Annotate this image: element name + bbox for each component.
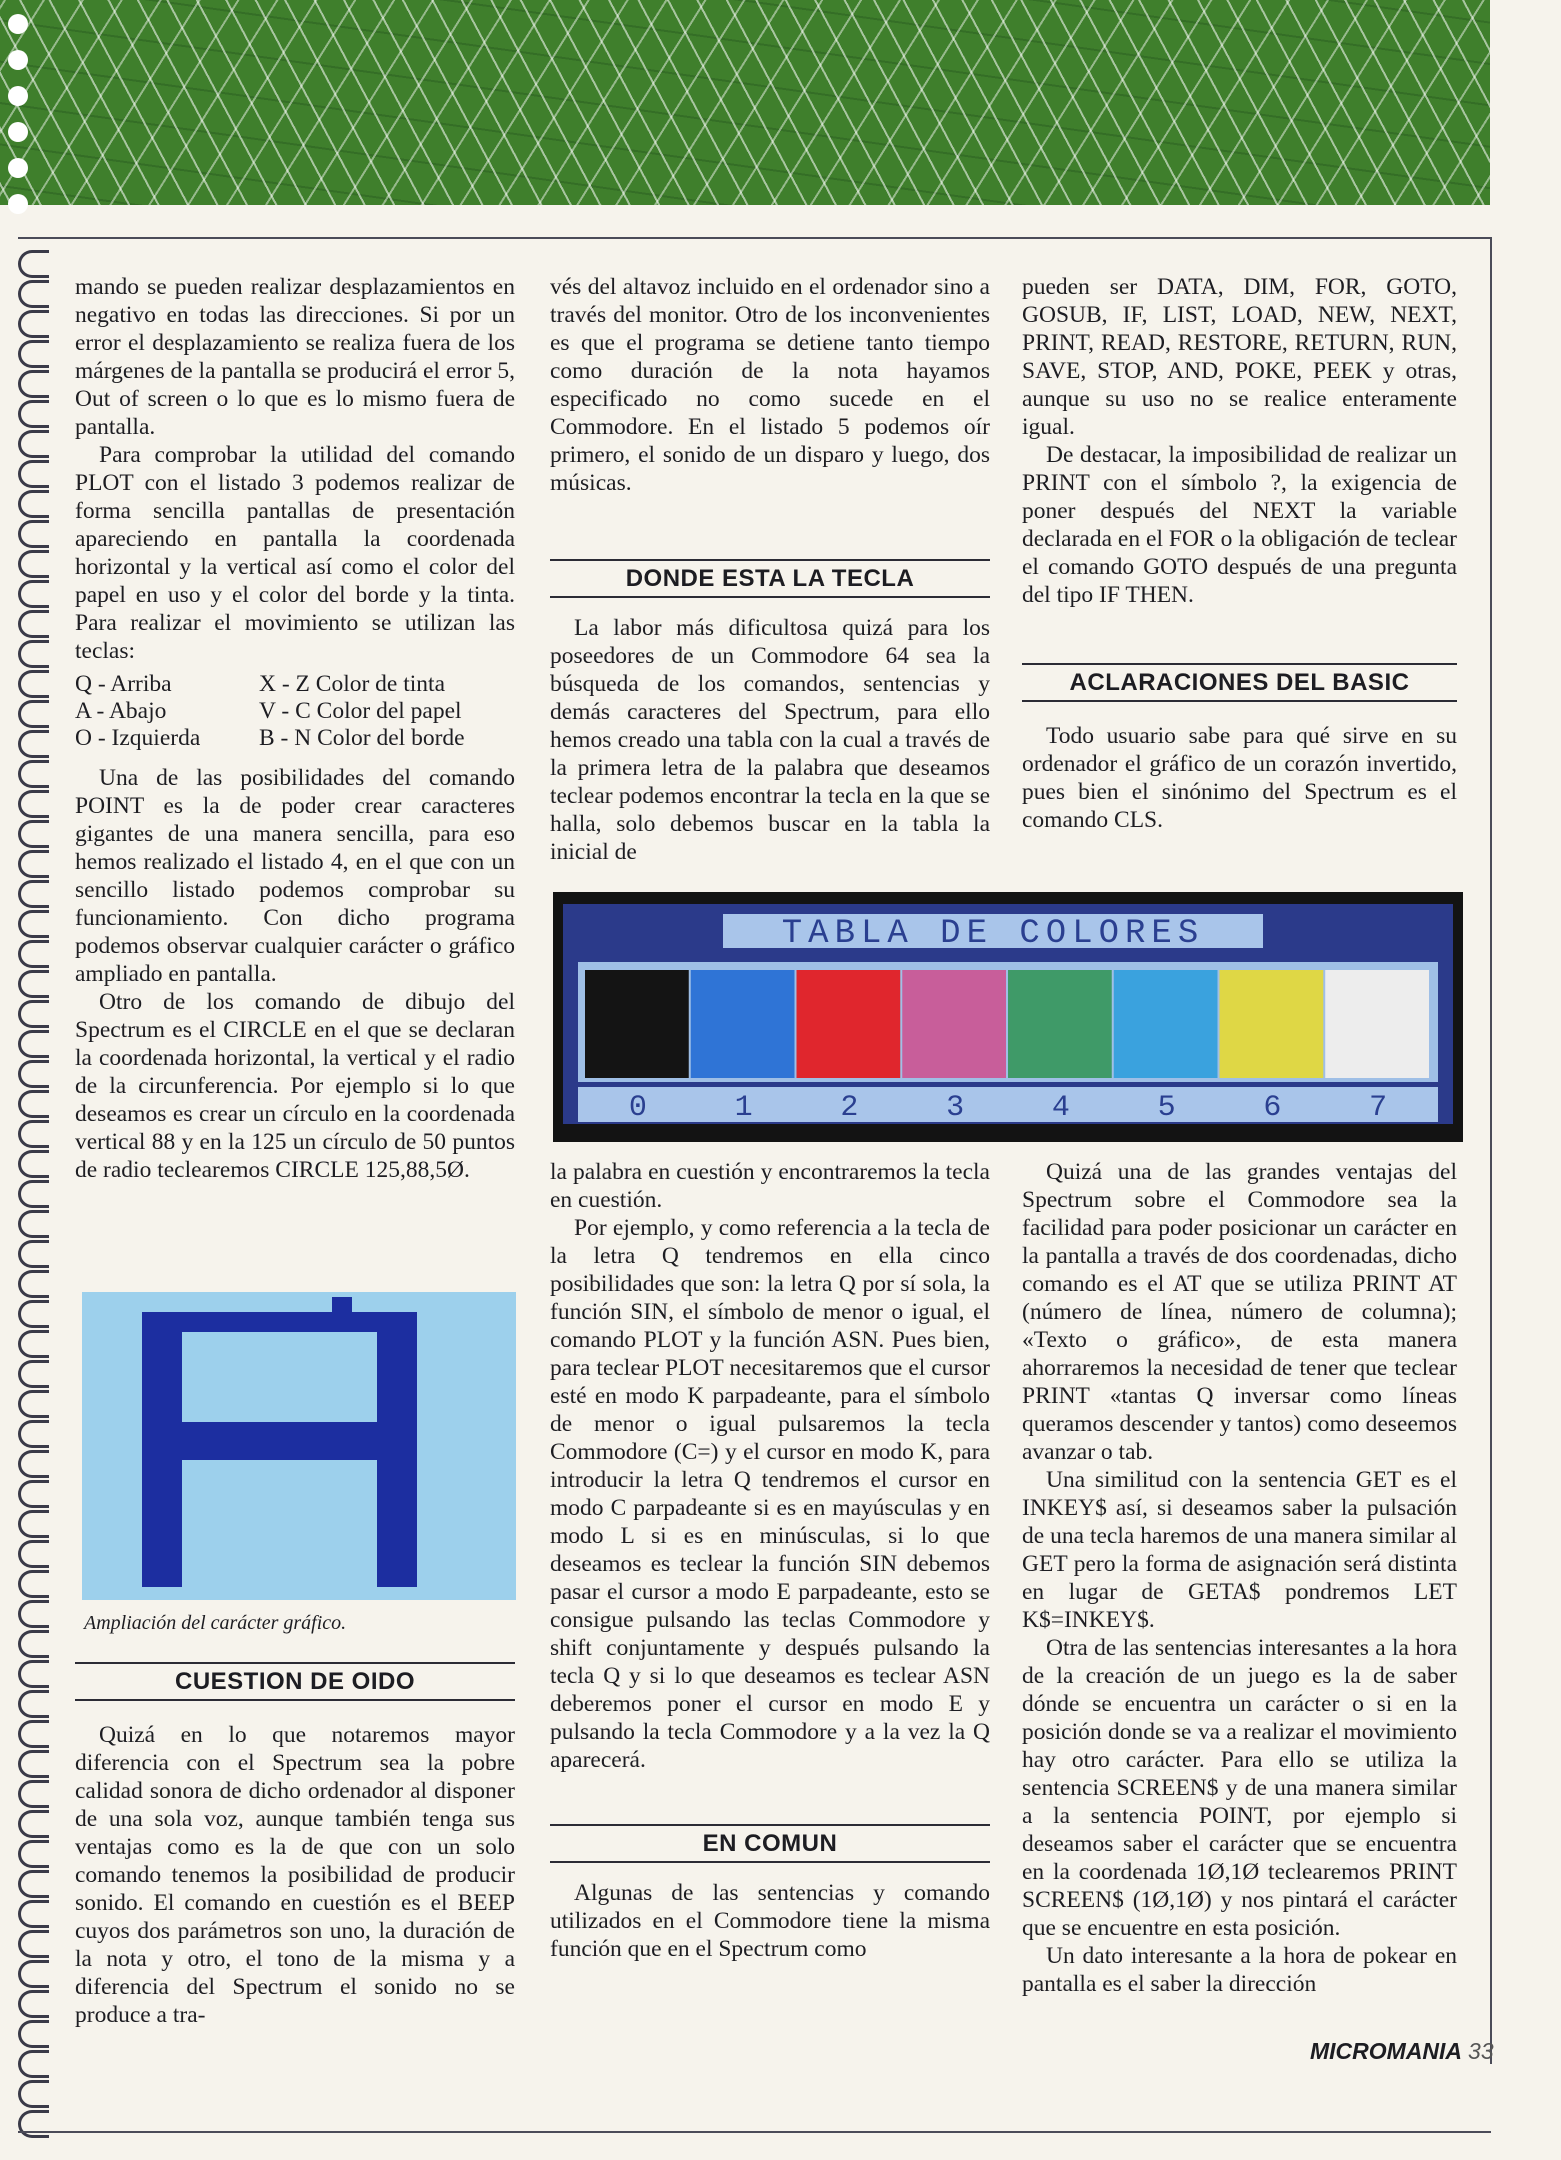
binding-ring <box>18 1210 49 1238</box>
binding-hole <box>8 122 28 142</box>
color-table-title: TABLA DE COLORES <box>781 915 1205 953</box>
binding-ring <box>18 1270 49 1298</box>
color-table-screen <box>553 892 1463 1142</box>
binding-ring <box>18 1660 49 1688</box>
binding-ring <box>18 1120 49 1148</box>
color-swatch-1 <box>691 970 795 1078</box>
binding-ring <box>18 490 49 518</box>
binding-ring <box>18 280 49 308</box>
color-swatch-5 <box>1114 970 1218 1078</box>
binding-ring <box>18 1750 49 1778</box>
binding-ring <box>18 1870 49 1898</box>
binding-ring <box>18 250 49 278</box>
binding-hole <box>8 86 28 106</box>
paragraph: vés del altavoz incluido en el ordenador sino a través del monitor. Otro de los inconvenientes es que el programa se detiene tanto tiempo como duración de la nota hayamos especificado no como sucede en el Commodore. En el listado 5 podemos oír primero, el sonido de un disparo y luego, dos músicas. <box>550 274 990 496</box>
color-number-7: 7 <box>1369 1091 1388 1125</box>
binding-ring <box>18 1990 49 2018</box>
color-number-4: 4 <box>1051 1091 1070 1125</box>
key-label: B - N Color del borde <box>259 725 465 751</box>
enlarged-a-glyph <box>82 1292 516 1600</box>
binding-ring <box>18 1570 49 1598</box>
binding-ring <box>18 1630 49 1658</box>
binding-ring <box>18 1090 49 1118</box>
key-label: X - Z Color de tinta <box>259 671 446 697</box>
paragraph: Quizá en lo que notaremos mayor diferencia con el Spectrum sea la pobre calidad sonora de dicho ordenador al disponer de una sola voz, aunque también tenga sus ventajas como es la de que con un solo comando tenemos la posibilidad de producir sonido. El comando en cuestión es el BEEP cuyos dos parámetros son uno, la duración de la nota y otro, el tono de la misma y a diferencia del Spectrum el sonido no se produce a tra- <box>75 1722 515 2028</box>
color-number-2: 2 <box>840 1091 859 1125</box>
binding-ring <box>18 2020 49 2048</box>
binding-ring <box>18 940 49 968</box>
paragraph: Otra de las sentencias interesantes a la hora de la creación de un juego es la de saber dónde se encuentra un carácter o si en la posición donde se va a realizar el movimiento hay otro carácter. Para ello se utiliza la sentencia SCREEN$ y de una manera similar a la sentencia POINT, por ejemplo si deseamos saber el carácter que se encuentra en la coordenada 1Ø,1Ø teclearemos PRINT SCREEN$ (1Ø,1Ø) y nos pintará el carácter que se encuentre en esta posición. <box>1022 1635 1457 1941</box>
column-3 <box>1022 273 1457 834</box>
color-number-0: 0 <box>628 1091 647 1125</box>
binding-ring <box>18 1420 49 1448</box>
section-heading: CUESTION DE OIDO <box>75 1662 515 1701</box>
binding-ring <box>18 1510 49 1538</box>
key-row <box>75 698 515 725</box>
binding-ring <box>18 1180 49 1208</box>
binding-ring <box>18 340 49 368</box>
binding-ring <box>18 2110 49 2138</box>
binding-hole <box>8 158 28 178</box>
binding-ring <box>18 670 49 698</box>
paragraph: Una de las posibilidades del comando POINT es la de poder crear caracteres gigantes de una manera sencilla, para eso hemos realizado el listado 4, en el que con un sencillo listado podemos comprobar su funcionamiento. Con dicho programa podemos observar cualquier carácter o gráfico ampliado en pantalla. <box>75 765 515 987</box>
binding-ring <box>18 580 49 608</box>
binding-ring <box>18 640 49 668</box>
binding-ring <box>18 910 49 938</box>
magazine-name: MICROMANIA <box>1310 2038 1463 2064</box>
binding-ring <box>18 370 49 398</box>
paragraph: La labor más dificultosa quizá para los poseedores de un Commodore 64 sea la búsqueda de los comandos, sentencias y demás caracteres del Spectrum, para ello hemos creado una tabla con la cual a través de la primera letra de la palabra que deseamos teclear podemos encontrar la tecla en la que se halla, solo debemos buscar en la tabla la inicial de <box>550 615 990 865</box>
section-heading: ACLARACIONES DEL BASIC <box>1022 663 1457 702</box>
paragraph: la palabra en cuestión y encontraremos la tecla en cuestión. <box>550 1159 990 1213</box>
binding-ring <box>18 550 49 578</box>
binding-ring <box>18 970 49 998</box>
binding-ring <box>18 1030 49 1058</box>
paragraph: Otro de los comando de dibujo del Spectrum es el CIRCLE en el que se declaran la coordenada horizontal, la vertical y el radio de la circunferencia. Por ejemplo si lo que deseamos es crear un círculo en la coordenada vertical 88 y en la 125 un círculo de 50 puntos de radio teclearemos CIRCLE 125,88,5Ø. <box>75 989 515 1183</box>
paragraph: Todo usuario sabe para qué sirve en su ordenador el gráfico de un corazón invertido, pues bien el sinónimo del Spectrum es el comando CLS. <box>1022 723 1457 833</box>
key-label: O - Izquierda <box>75 725 201 751</box>
binding-ring <box>18 790 49 818</box>
color-number-3: 3 <box>946 1091 965 1125</box>
color-swatch-3 <box>902 970 1006 1078</box>
color-swatch-0 <box>585 970 689 1078</box>
page-frame-bottom <box>18 2131 1491 2133</box>
key-label: Q - Arriba <box>75 671 172 697</box>
binding-ring <box>18 1390 49 1418</box>
binding-hole <box>8 194 28 214</box>
column-1-lower <box>75 1662 515 2029</box>
binding-ring <box>18 1240 49 1268</box>
binding-hole <box>8 50 28 70</box>
binding-ring <box>18 700 49 728</box>
binding-ring <box>18 850 49 878</box>
key-row <box>75 725 515 752</box>
binding-ring <box>18 2050 49 2078</box>
binding-ring <box>18 610 49 638</box>
binding-ring <box>18 2080 49 2108</box>
column-1 <box>75 273 515 1184</box>
binding-ring <box>18 1300 49 1328</box>
enlarged-character-figure <box>82 1292 516 1600</box>
binding-ring <box>18 760 49 788</box>
page-frame-top <box>18 237 1491 239</box>
spiral-binding <box>0 0 48 2160</box>
binding-ring <box>18 1720 49 1748</box>
binding-ring <box>18 310 49 338</box>
column-3-lower <box>1022 1158 1457 1998</box>
paragraph: Un dato interesante a la hora de pokear en pantalla es el saber la dirección <box>1022 1943 1457 1997</box>
binding-ring <box>18 1480 49 1508</box>
paragraph: Quizá una de las grandes ventajas del Spectrum sobre el Commodore sea la facilidad para poder posicionar un carácter en la pantalla a través de dos coordenadas, dicho comando es el AT que se utiliza PRINT AT (número de línea, número de columna); «Texto o gráfico», de esta manera ahorraremos la necesidad de tener que teclear PRINT «tantas Q inversar como líneas queramos descender y tantos) como deseemos avanzar o tab. <box>1022 1159 1457 1465</box>
page-number: 33 <box>1468 2038 1494 2064</box>
page-footer <box>1310 2038 1494 2065</box>
paragraph: Para comprobar la utilidad del comando PLOT con el listado 3 podemos realizar de forma sencilla pantallas de presentación apareciendo en pantalla la coordenada horizontal y la vertical así como el color del papel en uso y el color del borde y la tinta. Para realizar el movimiento se utilizan las teclas: <box>75 442 515 664</box>
binding-hole <box>8 14 28 34</box>
binding-ring <box>18 520 49 548</box>
column-2-lower <box>550 1158 990 1963</box>
color-number-6: 6 <box>1263 1091 1282 1125</box>
binding-ring <box>18 400 49 428</box>
binding-ring <box>18 1600 49 1628</box>
key-label: V - C Color del papel <box>259 698 462 724</box>
binding-ring <box>18 1060 49 1088</box>
color-table-graphic <box>553 892 1463 1142</box>
section-heading: EN COMUN <box>550 1824 990 1863</box>
figure-caption: Ampliación del carácter gráfico. <box>84 1612 347 1634</box>
key-label: A - Abajo <box>75 698 167 724</box>
binding-ring <box>18 820 49 848</box>
paragraph: De destacar, la imposibilidad de realizar un PRINT con el símbolo ?, la exigencia de poner después del NEXT la variable declarada en el FOR o la obligación de teclear el comando GOTO después de una pregunta del tipo IF THEN. <box>1022 442 1457 608</box>
binding-ring <box>18 1150 49 1178</box>
binding-ring <box>18 430 49 458</box>
binding-ring <box>18 880 49 908</box>
color-number-5: 5 <box>1157 1091 1176 1125</box>
binding-ring <box>18 1840 49 1868</box>
color-swatch-2 <box>797 970 901 1078</box>
page-frame-right <box>1490 237 1492 2064</box>
binding-ring <box>18 1930 49 1958</box>
header-banner <box>0 0 1490 205</box>
binding-ring <box>18 1000 49 1028</box>
binding-ring <box>18 1690 49 1718</box>
color-swatch-6 <box>1220 970 1324 1078</box>
binding-ring <box>18 1360 49 1388</box>
color-swatch-7 <box>1325 970 1429 1078</box>
binding-ring <box>18 1900 49 1928</box>
binding-ring <box>18 1960 49 1988</box>
binding-ring <box>18 1810 49 1838</box>
color-swatch-4 <box>1008 970 1112 1078</box>
binding-ring <box>18 460 49 488</box>
binding-ring <box>18 1540 49 1568</box>
binding-ring <box>18 1330 49 1358</box>
key-row <box>75 671 515 698</box>
paragraph: mando se pueden realizar desplazamientos en negativo en todas las direcciones. Si por un error el desplazamiento se realiza fuera de los márgenes de la pantalla se producirá el error 5, Out of screen o lo que es lo mismo fuera de pantalla. <box>75 274 515 440</box>
paragraph: Algunas de las sentencias y comando utilizados en el Commodore tiene la misma función que en el Spectrum como <box>550 1880 990 1962</box>
binding-ring <box>18 1780 49 1808</box>
binding-ring <box>18 1450 49 1478</box>
paragraph: Una similitud con la sentencia GET es el INKEY$ así, si deseamos saber la pulsación de una tecla haremos de una manera similar al GET pero la forma de asignación será distinta en lugar de GETA$ pondremos LET K$=INKEY$. <box>1022 1467 1457 1633</box>
binding-ring <box>18 730 49 758</box>
paragraph: Por ejemplo, y como referencia a la tecla de la letra Q tendremos en ella cinco posibilidades que son: la letra Q por sí sola, la función SIN, el símbolo de menor o igual, el comando PLOT y la función ASN. Pues bien, para teclear PLOT necesitaremos que el cursor esté en modo K parpadeante, para el símbolo de menor o igual pulsaremos la tecla Commodore (C=) y el cursor en modo K, para introducir la letra Q tendremos el cursor en modo C parpadeante si es en mayúsculas y en modo L si es en minúsculas, si lo que deseamos es teclear la función SIN debemos pasar el cursor a modo E parpadeante, esto se consigue pulsando las teclas Commodore y shift conjuntamente y después pulsando la tecla Q y si lo que deseamos es teclear ASN deberemos poner el cursor en modo E y pulsando la tecla Commodore y a la vez la Q aparecerá. <box>550 1215 990 1773</box>
color-number-1: 1 <box>734 1091 753 1125</box>
section-heading: DONDE ESTA LA TECLA <box>550 559 990 598</box>
paragraph: pueden ser DATA, DIM, FOR, GOTO, GOSUB, IF, LIST, LOAD, NEW, NEXT, PRINT, READ, RESTORE, RETURN, RUN, SAVE, STOP, AND, POKE, PEEK y otras, aunque su uso no se realice enteramente igual. <box>1022 274 1457 440</box>
key-list <box>75 671 515 752</box>
column-2 <box>550 273 990 866</box>
